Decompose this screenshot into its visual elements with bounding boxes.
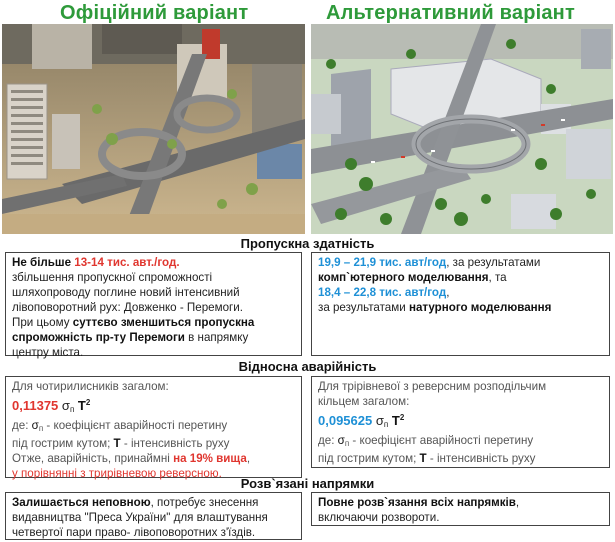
capacity-left-text: При цьому [12, 316, 70, 329]
capacity-right-text: , [446, 286, 450, 299]
sigma-symbol: σ [375, 413, 384, 428]
accident-left-text: Для чотирилисників загалом: [12, 380, 169, 393]
separation-left-text: , потребує знесення [150, 496, 259, 509]
accident-right-text: - коефіцієнт аварійності перетину [352, 434, 534, 447]
capacity-right-value: 19,9 – 21,9 тис. авт/год [318, 256, 447, 269]
capacity-left-line: центру міста. [12, 346, 84, 359]
t-superscript: 2 [85, 398, 91, 407]
sigma-symbol: σ [337, 434, 345, 447]
header-official: Офіційний варіант [60, 2, 249, 24]
separation-left-emphasis: Залишається неповною [12, 496, 151, 509]
capacity-left-line: шляхопроводу поглине новий інтенсивний [12, 286, 240, 299]
separation-right-emphasis: Повне розв`язання всіх напрямків [318, 496, 516, 509]
capacity-left-line: лівоповоротний рух: Довженко - Перемоги. [12, 301, 243, 314]
section-title-accident: Відносна аварійність [238, 359, 377, 374]
capacity-left-emphasis: суттєво зменшиться пропускна [72, 316, 255, 329]
t-superscript: 2 [399, 413, 405, 422]
accident-left-coefficient: 0,11375 [12, 398, 59, 413]
separation-alternative-box [311, 492, 610, 526]
accident-right-text: Для трірівневої з реверсним розподільчим [318, 380, 547, 393]
accident-left-text: , [246, 452, 251, 465]
capacity-right-emphasis: комп`ютерного моделювання [318, 271, 489, 284]
accident-left-text: де: [12, 419, 29, 432]
capacity-official-box [5, 252, 302, 359]
official-variant-render [2, 24, 305, 234]
accident-official-box [5, 376, 302, 478]
sigma-subscript: п [38, 424, 44, 433]
capacity-left-text: Не більше [12, 256, 72, 269]
accident-left-highlight: на 19% вища [173, 452, 247, 465]
header-alternative: Альтернативний варіант [326, 2, 575, 24]
capacity-right-text: , за результатами [446, 256, 541, 269]
capacity-right-value: 18,4 – 22,8 тис. авт/год [318, 286, 447, 299]
accident-left-text: - інтенсивність руху [123, 437, 230, 450]
sigma-symbol: σ [61, 398, 70, 413]
capacity-left-line: збільшення пропускної спроможності [12, 271, 213, 284]
accident-left-text: Отже, аварійність, принаймні [12, 452, 170, 465]
capacity-right-text: за результатами [318, 301, 406, 314]
capacity-left-text: в напрямку [188, 331, 249, 344]
capacity-left-value: 13-14 тис. авт./год. [74, 256, 180, 269]
separation-left-text: видавництва "Преса України" для влаштування [12, 511, 268, 524]
accident-right-coefficient: 0,095625 [318, 413, 373, 428]
accident-right-text: під гострим кутом; [318, 452, 417, 465]
capacity-left-emphasis: спроможність пр-ту Перемоги [12, 331, 185, 344]
separation-left-text: четвертої пари право- лівоповоротних з'їздів. [12, 526, 256, 539]
sigma-subscript: п [344, 439, 350, 448]
capacity-right-emphasis: натурного моделювання [408, 301, 552, 314]
accident-right-text: де: [318, 434, 335, 447]
accident-left-text: під гострим кутом; [12, 437, 111, 450]
separation-right-text: включаючи розвороти. [318, 511, 440, 524]
accident-left-comparison: у порівнянні з трирівневою реверсною. [12, 467, 222, 480]
t-symbol: T [77, 398, 86, 413]
section-title-capacity: Пропускна здатність [240, 236, 375, 251]
accident-right-text: - інтенсивність руху [429, 452, 536, 465]
sigma-symbol: σ [31, 419, 39, 432]
accident-left-text: - коефіцієнт аварійності перетину [46, 419, 228, 432]
capacity-right-text: , та [488, 271, 507, 284]
sigma-subscript: п [383, 420, 389, 429]
alternative-variant-render [311, 24, 613, 234]
sigma-subscript: п [69, 405, 75, 414]
separation-official-box [5, 492, 302, 540]
section-title-separation: Розв`язані напрямки [240, 476, 375, 491]
accident-right-text: кільцем загалом: [318, 395, 410, 408]
t-symbol: T [419, 452, 427, 465]
separation-right-text: , [515, 496, 520, 509]
capacity-alternative-box [311, 252, 610, 356]
accident-alternative-box [311, 376, 610, 468]
t-symbol: T [113, 437, 121, 450]
t-symbol: T [391, 413, 400, 428]
